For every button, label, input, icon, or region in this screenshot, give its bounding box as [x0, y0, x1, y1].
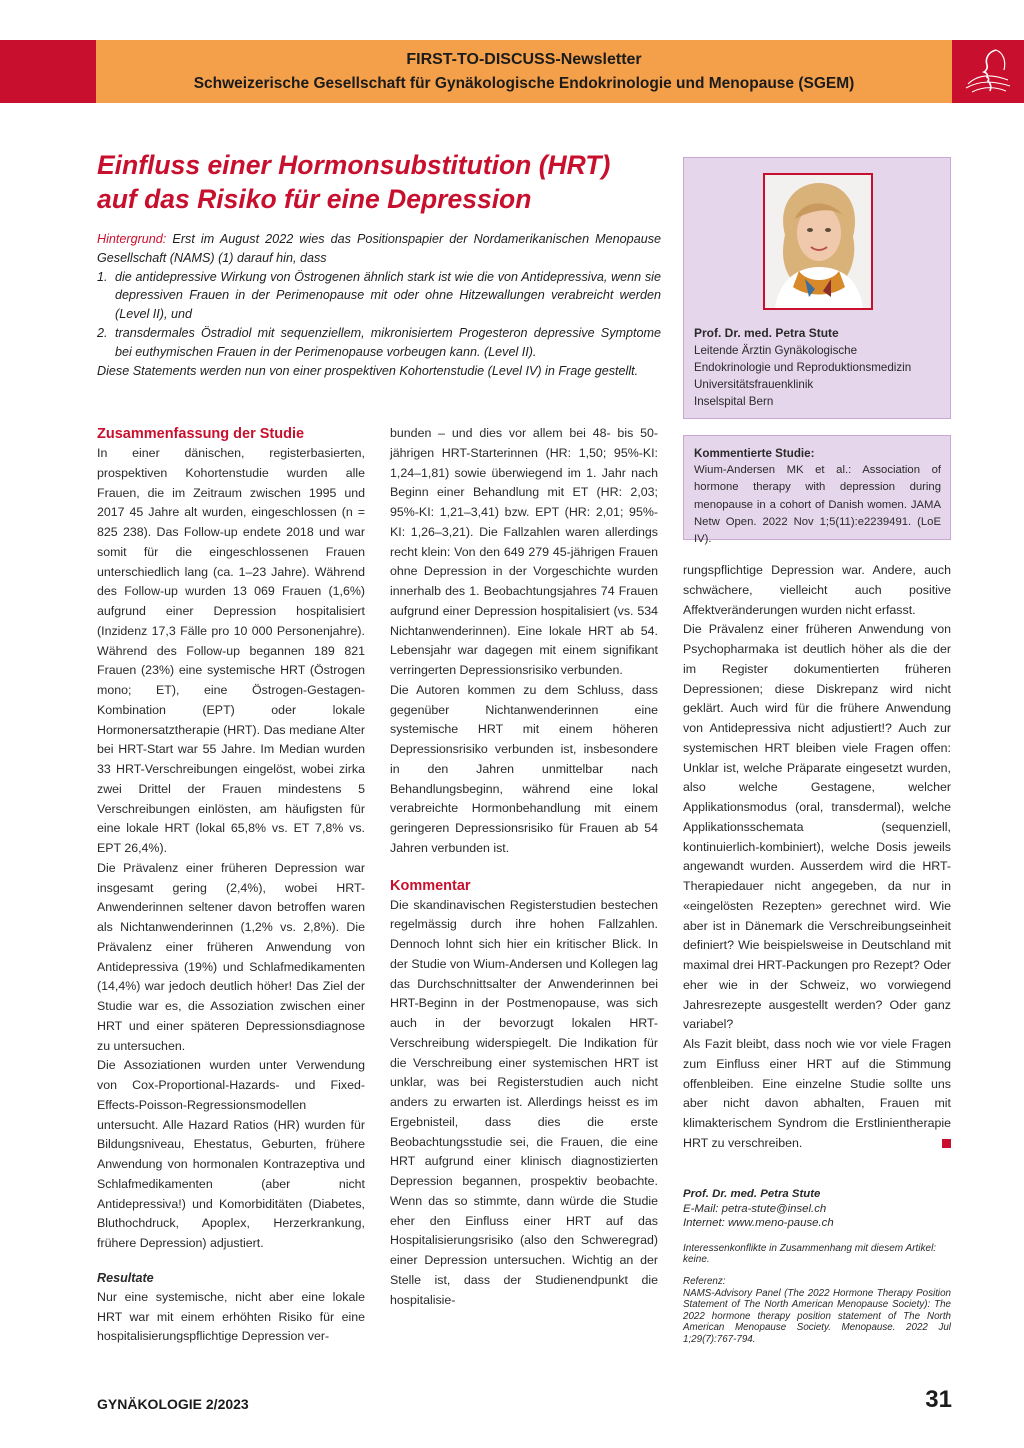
conflict-of-interest: Interessenkonflikte in Zusammenhang mit diesem Artikel: keine. — [683, 1243, 937, 1265]
article-title-line2: auf das Risiko für eine Depression — [97, 184, 532, 214]
section-heading-summary: Zusammenfassung der Studie — [97, 426, 305, 442]
article-title-line1: Einfluss einer Hormonsubstitution (HRT) — [97, 150, 611, 180]
section-spacer — [390, 859, 658, 876]
journal-issue: GYNÄKOLOGIE 2/2023 — [97, 1396, 249, 1412]
intro-item-text: transdermales Östradiol mit sequenziellem, mikronisiertem Progesteron depressive Symptome bei euthymischen Frauen in der Perimenopause vorbeugen kann. (Level II). — [115, 325, 661, 359]
reference-label: Referenz: — [683, 1276, 726, 1287]
paragraph: Die Prävalenz einer früheren Depression war insgesamt gering (2,4%), wobei HRT-Anwenderinnen seltener davon betroffen waren als Nichtanwenderinnen (1,2% vs. 2,8%). Die Prävalenz einer früheren Anwendung von Antidepressiva (19%) und Schlafmedikamenten (14,4%) war jedoch deutlich höher! Das Ziel der Studie war es, die Assoziation zwischen einer HRT und einer späteren Depressionsdiagnose zu untersuchen. — [97, 860, 365, 1053]
page-number: 31 — [925, 1386, 952, 1413]
signature-internet: Internet: www.meno-pause.ch — [683, 1217, 834, 1229]
section-heading-comment: Kommentar — [390, 877, 471, 894]
commented-study-box — [683, 435, 951, 546]
reference — [683, 1276, 951, 1346]
subheading-results: Resultate — [97, 1270, 154, 1285]
intro-item-number: 1. — [97, 269, 108, 284]
author-box — [683, 157, 951, 419]
author-photo — [763, 173, 873, 310]
paragraph: Die Prävalenz einer früheren Anwendung von Psychopharmaka ist deutlich höher als die der im Register dokumentierten früheren Depressionen; diese Diskrepanz wird nicht geklärt. Auch wird für die frühere Anwendung von Antidepressiva nicht adjustiert!? Auch zur systemischen HRT bleiben viele Fragen offen: Unklar ist, welche Präparate eingesetzt wurden, also welche Gestagene, welcher Applikationsmodus (oral, transdermal), welche Applikationsschemata (sequenziell, kontinuierlich-kombiniert), welche Dosis jeweils angewandt wurden. Ausserdem wird die HRT-Therapiedauer nicht angegeben, da nur in «eingelösten Rezepten» gerechnet wird. Wie aber ist in Dänemark die Verschreibungseinheit definiert? Wie beispielsweise in Deutschland mit maximal drei HRT-Packungen pro Rezept? Oder eher wie in der Schweiz, wo vorwiegend Jahresrezepte ausgestellt werden? Oder ganz variabel? — [683, 622, 951, 1032]
paragraph: rungspflichtige Depression war. Andere, auch schwächere, vielleicht auch positive Affektveränderungen wurden nicht erfasst. — [683, 563, 951, 617]
paragraph: Nur eine systemische, nicht aber eine lokale HRT war mit einem erhöhten Risiko für eine hospitalisierungspflichtige Depression ver- — [97, 1289, 365, 1344]
intro-lead: Erst im August 2022 wies das Positionspapier der Nordamerikanischen Menopause Gesellschaft (NAMS) (1) darauf hin, dass — [97, 232, 661, 265]
woman-profile-logo-icon — [958, 44, 1018, 99]
society-name: Schweizerische Gesellschaft für Gynäkologische Endokrinologie und Menopause (SGEM) — [193, 75, 855, 92]
author-affiliation: Leitende Ärztin Gynäkologische — [694, 344, 858, 357]
article-intro — [97, 230, 661, 380]
header-right-band — [952, 40, 1024, 103]
column-2 — [390, 424, 658, 1310]
newsletter-name: FIRST-TO-DISCUSS-Newsletter — [406, 51, 642, 68]
signature-email: E-Mail: petra-stute@insel.ch — [683, 1202, 827, 1215]
end-of-article-mark — [942, 1139, 951, 1148]
header-left-band — [0, 40, 96, 103]
column-1 — [97, 424, 365, 1347]
author-affiliation: Inselspital Bern — [694, 395, 774, 408]
header-band — [96, 40, 952, 103]
intro-label: Hintergrund: — [97, 232, 167, 246]
author-name: Prof. Dr. med. Petra Stute — [694, 326, 839, 340]
portrait-image — [765, 175, 871, 308]
intro-item-number: 2. — [97, 325, 108, 340]
article-title — [97, 148, 667, 216]
reference-text: NAMS-Advisory Panel (The 2022 Hormone Therapy Position Statement of The North American Menopause Society): The 2022 hormone therapy position statement of The North American Menopause Society. Menopause. 2022 Jul 1;29(7):767-794. — [683, 1287, 951, 1345]
paragraph: bunden – und dies vor allem bei 48- bis 50-jährigen HRT-Starterinnen (HR: 1,50; 95%-KI: 1,24–1,81) sowie überwiegend im 1. Jahr nach Beginn einer Behandlung mit ET (HR: 2,03; 95%-KI: 1,21–3,41) bzw. EPT (HR: 2,01; 95%-KI: 1,26–3,21). Die Fallzahlen waren allerdings recht klein: Von den 649 279 45-jährigen Frauen ohne Depression in der Vorgeschichte wurden innerhalb des 1. Beobachtungsjahres 74 Frauen aufgrund einer Depression hospitalisiert (vs. 534 Nichtanwenderinnen). Eine lokale HRT ab 54. Lebensjahr war dagegen mit einem signifikant verringerten Depressionsrisiko verbunden. — [390, 426, 658, 677]
paragraph: Die Autoren kommen zu dem Schluss, dass gegenüber Nichtanwenderinnen eine systemische HRT mit einem höheren Depressionsrisiko verbunden ist, insbesondere in den Jahren unmittelbar nach Behandlungsbeginn, während eine lokal verabreichte Hormonbehandlung mit einem geringeren Depressionsrisiko für Frauen ab 54 Jahren verbunden ist. — [390, 682, 658, 855]
intro-item-text: die antidepressive Wirkung von Östrogenen ähnlich stark ist wie die von Antidepressiva, wenn sie depressiven Frauen in der Perimenopause mit oder ohne Hitzewallungen verabreicht werden (Level II), und — [115, 269, 661, 322]
author-affiliation: Endokrinologie und Reproduktionsmedizin — [694, 361, 912, 374]
author-affiliation: Universitätsfrauenklinik — [694, 378, 814, 391]
intro-list-item — [97, 324, 661, 362]
study-citation: Wium-Andersen MK et al.: Association of hormone therapy with depression during menopause in a cohort of Danish women. JAMA Netw Open. 2022 Nov 1;5(11):e2239491. (LoE IV). — [694, 464, 941, 546]
author-signature — [683, 1187, 951, 1231]
paragraph: Die skandinavischen Registerstudien bestechen regelmässig durch ihre hohen Fallzahlen. Dennoch lohnt sich hier ein kritischer Blick. In der Studie von Wium-Andersen und Kollegen lag das Durchschnittsalter der Anwenderinnen bei HRT-Beginn in der Postmenopause, was sich auch in der bevorzugt lokalen HRT-Verschreibung widerspiegelt. Die Indikation für die Verschreibung einer systemischen HRT ist unklar, was bei Registerstudien auch nicht anders zu erwarten ist. Allerdings heisst es im Ergebnisteil, dass dies die erste Beobachtungsstudie sei, die Frauen, die eine HRT aufgrund einer klinisch diagnostizierten Depression begannen, prospektiv beobachte. Wenn das so stimmte, dann würde die Studie eher den Einfluss einer HRT auf das Hospitalisierungsrisiko (also den Schweregrad) einer Depression untersuchen. Wichtig an der Stelle ist, dass der Studienendpunkt die hospitalisie- — [390, 897, 658, 1307]
signature-name: Prof. Dr. med. Petra Stute — [683, 1188, 821, 1200]
study-box-heading: Kommentierte Studie: — [694, 447, 815, 460]
paragraph: In einer dänischen, registerbasierten, prospektiven Kohortenstudie wurden alle Frauen, die im Zeitraum zwischen 1995 und 2017 45 Jahre alt wurden, eingeschlossen (n = 825 238). Das Follow-up endete 2018 und war somit für die eingeschlossenen Frauen unterschiedlich lang (ca. 1–23 Jahre). Während des Follow-up wurden 13 069 Frauen (1,6%) aufgrund einer Depression hospitalisiert (Inzidenz 17,3 Fälle pro 10 000 Personenjahre). Während des Follow-up begannen 189 821 Frauen (23%) eine systemische HRT (Östrogen mono; ET), eine Östrogen-Gestagen-Kombination (EPT) oder lokale Hormonersatztherapie (HRT). Das mediane Alter bei HRT-Start war 55 Jahre. Im Median wurden 33 HRT-Verschreibungen eingelöst, wobei zirka zwei Drittel der Frauen mindestens 5 Verschreibungen einlösten, am häufigsten für eine lokale HRT (lokal 65,8% vs. ET 7,8% vs. EPT 26,4%). — [97, 446, 365, 855]
column-3 — [683, 561, 951, 1154]
paragraph-text: Als Fazit bleibt, dass noch wie vor viele Fragen zum Einfluss einer HRT auf die Stimmung offenbleiben. Eine einzelne Studie sollte uns aber nicht davon abhalten, Frauen mit klimakterischem Syndrom die Erstlinientherapie HRT zu verschreiben. — [683, 1037, 951, 1150]
paragraph — [683, 1035, 951, 1154]
paragraph: Die Assoziationen wurden unter Verwendung von Cox-Proportional-Hazards- und Fixed-Effects-Poisson-Regressionsmodellen untersucht. Alle Hazard Ratios (HR) wurden für Bildungsniveau, Ehestatus, Geburten, frühere Anwendung von hormonalen Kontrazeptiva und Schlafmedikamenten (aber nicht Antidepressiva!) und Komorbiditäten (Diabetes, Bluthochdruck, Apoplex, Herzerkrankung, frühere Depression) adjustiert. — [97, 1058, 365, 1250]
intro-list-item — [97, 268, 661, 324]
intro-closing: Diese Statements werden nun von einer prospektiven Kohortenstudie (Level IV) in Frage gestellt. — [97, 363, 639, 378]
